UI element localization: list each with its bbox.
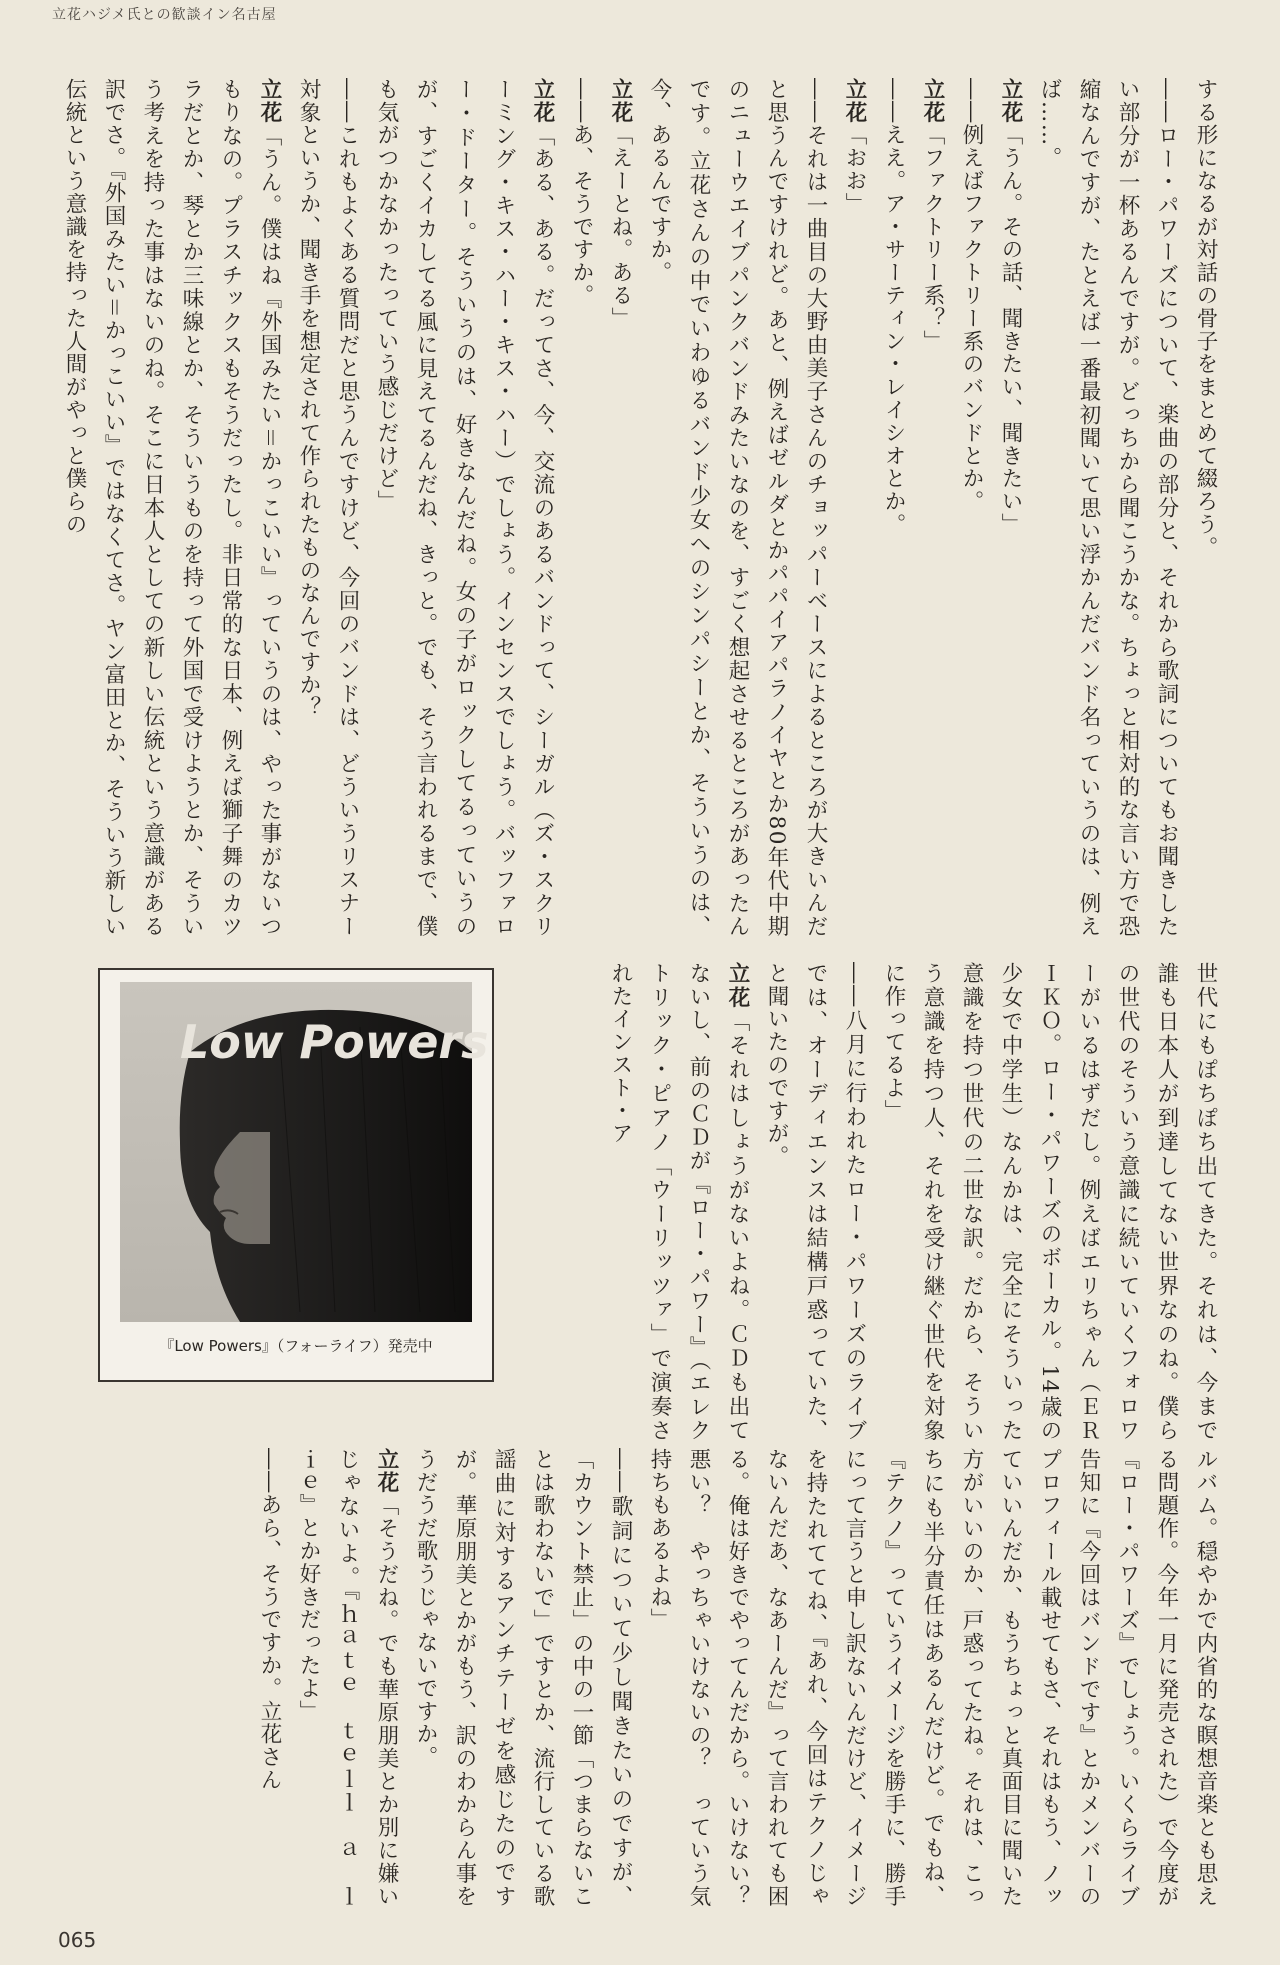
speaker-label: 立花 [257,78,282,125]
paragraph [640,1448,1225,1931]
paragraph-text: ――これもよくある質問だと思うんですけど、今回のバンドは、どういうリスナー対象というか、聞き手を想定されて作られたものなんですか？ [296,78,360,938]
paragraph [757,962,874,1442]
speaker-label: 立花 [530,78,555,125]
page-number: 065 [58,1928,97,1952]
paragraph [55,78,289,938]
paragraph [250,1448,289,1908]
paragraph-text: ――それは一曲目の大野由美子さんのチョッパーベースによるところが大きいんだと思うんですけれど。あと、例えばゼルダとかパパイアパラノイヤとか80年代中期のニューウエイブパンクバンドみたいなのを、すごく想起させるところがあったんです。立花さんの中でいわゆるバンド少女へのシンパシーとか、そういうのは、今、あるんですか。 [647,78,828,938]
album-title-art: Low Powers [180,1015,489,1069]
album-cover-photo [120,982,489,1322]
speaker-label: 立花 [374,1448,399,1495]
paragraph [289,78,367,938]
paragraph-text: 「そうだね。でも華原朋美とか別に嫌いじゃないよ。『ｈａｔｅ ｔｅｌｌ ａ ｌｉｅ』とか好きだったよ」 [296,1448,399,1908]
paragraph-text: 「うん。その話、聞きたい、聞きたい」 [998,123,1023,537]
paragraph-text: 「それはしょうがないよね。ＣＤも出てないし、前のＣＤが『ロー・パワー』（エレクトリック・ピアノ「ウーリッツァ」で演奏されたインスト・ア [608,962,750,1442]
paragraph [874,962,1225,1442]
paragraph-text: 「えーとね。ある」 [608,123,633,330]
paragraph-text: 「ある、ある。だってさ、今、交流のあるバンドって、シーガル（ズ・スクリーミング・キス・ハー・キス・ハー）でしょう。インセンスでしょう。バッファロー・ドーター。そういうのは、好きなんだね。女の子がロックしてるっていうのが、すごくイカしてる風に見えてるんだね、きっと。でも、そう言われるまで、僕も気がつかなかったっていう感じだけど」 [374,78,555,938]
paragraph-text: ――ロー・パワーズについて、楽曲の部分と、それから歌詞についてもお聞きしたい部分が一杯あるんですが。どっちから聞こうかな。ちょっと相対的な言い方で恐縮なんですが、たとえば一番最初聞いて思い浮かんだバンド名っていうのは、例えば……。 [1037,78,1179,938]
text-block-lower-right [257,1448,1225,1931]
paragraph [367,78,562,938]
paragraph-text: 世代にもぽちぽち出てきた。それは、今まで誰も日本人が到達してない世界なのね。僕らの世代のそういう意識に続いていくフォロワーがいるはずだし。例えばエリちゃん（ＥＲＩＫＯ。ロー・パワーズのボーカル。14歳の少女で中学生）なんかは、完全にそういった意識を持つ世代の二世な訳。だから、そういう意識を持つ人、それを受け継ぐ世代を対象に作ってるよ」 [881,962,1218,1442]
paragraph-text: ――ええ。ア・サーティン・レイシオとか。 [881,78,906,536]
paragraph [874,78,913,938]
paragraph [835,78,874,938]
paragraph-text: ――歌詞について少し聞きたいのですが、「カウント禁止」の中の一節「つまらないことは歌わないで」ですとか、流行している歌謡曲に対するアンチテーゼを感じたのですが。華原朋美とかがもう、訳のわからん事をうだうだ歌うじゃないですか。 [413,1448,633,1908]
paragraph [601,962,757,1442]
text-block-upper [62,78,1225,938]
figure-caption: 『Low Powers』（フォーライフ）発売中 [159,1337,433,1355]
speaker-label: 立花 [998,78,1023,124]
paragraph [913,78,952,938]
paragraph [289,1448,406,1908]
paragraph [640,78,835,938]
album-cover-figure [98,968,494,1382]
paragraph-text: ――あら、そうですか。立花さん [257,1448,282,1792]
paragraph [1186,78,1225,938]
speaker-label: 立花 [920,78,945,124]
paragraph [562,78,601,938]
paragraph-text: 「おお」 [842,123,867,216]
paragraph [991,78,1030,938]
paragraph [1030,78,1186,938]
paragraph-text: ルバム。穏やかで内省的な瞑想音楽とも思える問題作。今年一月に発売された）で今度が『ロー・パワーズ』でしょう。いくらライブ告知に『今回はバンドです』とかメンバーのプロフィール載せてもさ、それはもう、ノッていいんだか、もうちょっと真面目に聞いた方がいいのか、戸惑ってたね。それは、こっちにも半分責任はあるんだけど。でもね、『テクノ』っていうイメージを勝手に、勝手にって言うと申し訳ないんだけど、イメージを持たれててね、『あれ、今回はテクノじゃないんだあ、なあーんだ』って言われても困る。俺は好きでやってんだから。いけない？ 悪い？ やっちゃいけないの？ っていう気持ちもあるよね」 [647,1448,1218,1931]
paragraph-text: 「ファクトリー系？」 [920,123,945,353]
paragraph [406,1448,640,1908]
speaker-label: 立花 [725,962,750,1011]
paragraph-text: 「うん。僕はね『外国みたい＝かっこいい』っていうのは、やった事がないつもりなの。プラスチックスもそうだったし。非日常的な日本、例えば獅子舞のカツラだとか、琴とか三味線とか、そういうものを持って外国で受けようとか、そういう考えを持った事はないのね。そこに日本人としての新しい伝統という意識がある訳でさ。『外国みたい＝かっこいい』ではなくてさ。ヤン富田とか、そういう新しい伝統という意識を持った人間がやっと僕らの [62,78,282,938]
paragraph-text: ――あ、そうですか。 [569,78,594,307]
speaker-label: 立花 [608,78,633,124]
paragraph [952,78,991,938]
paragraph-text: ――八月に行われたロー・パワーズのライブでは、オーディエンスは結構戸惑っていた、と聞いたのですが。 [764,962,867,1442]
paragraph [601,78,640,938]
paragraph-text: する形になるが対話の骨子をまとめて綴ろう。 [1193,78,1218,559]
paragraph-text: ――例えばファクトリー系のバンドとか。 [959,78,984,514]
text-block-middle-right [608,962,1225,1442]
portrait-illustration [120,982,489,1322]
running-head: 立花ハジメ氏との歓談イン名古屋 [52,7,277,23]
speaker-label: 立花 [842,78,867,124]
